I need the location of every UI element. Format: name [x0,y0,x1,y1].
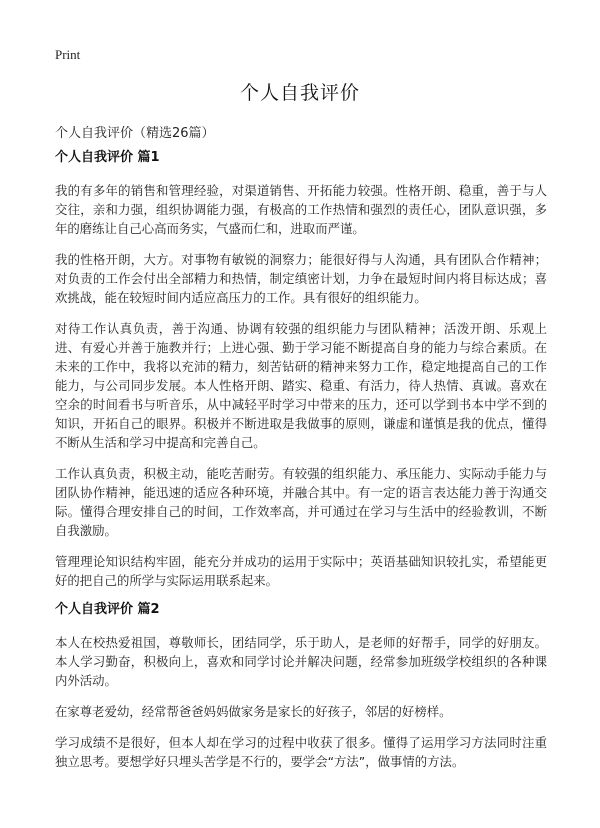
paragraph: 学习成绩不是很好，但本人却在学习的过程中收获了很多。懂得了运用学习方法同时注重独立思考。要想学好只埋头苦学是不行的，要学会“方法”，做事情的方法。 [55,735,547,769]
paragraph: 对待工作认真负责，善于沟通、协调有较强的组织能力与团队精神；活泼开朗、乐观上进、有爱心并善于施教并行；上进心强、勤于学习能不断提高自身的能力与综合素质。在未来的工作中，我将以充沛的精力，刻苦钻研的精神来努力工作，稳定地提高自己的工作能力，与公司同步发展。本人性格开朗、踏实、稳重、有活力，待人热情、真诚。喜欢在空余的时间看书与听音乐，从中减轻平时学习中带来的压力，还可以学到书本中学不到的知识，开拓自己的眼界。积极并不断进取是我做事的原则，谦虚和谨慎是我的优点，懂得不断从生活和学习中提高和完善自己。 [55,321,547,450]
section-heading-2: 个人自我评价 篇2 [55,602,160,617]
paragraph: 我的性格开朗，大方。对事物有敏锐的洞察力；能很好得与人沟通，具有团队合作精神；对负责的工作会付出全部精力和热情，制定缜密计划，力争在最短时间内将目标达成；喜欢挑战，能在较短时间内适应高压力的工作。具有很好的组织能力。 [55,252,547,305]
paragraph: 在家尊老爱幼，经常帮爸爸妈妈做家务是家长的好孩子，邻居的好榜样。 [55,704,452,719]
paragraph: 管理理论知识结构牢固，能充分并成功的运用于实际中；英语基础知识较扎实，希望能更好的把自己的所学与实际运用联系起来。 [55,554,547,588]
paragraph: 本人在校热爱祖国，尊敬师长，团结同学，乐于助人，是老师的好帮手，同学的好朋友。本人学习勤奋，积极向上，喜欢和同学讨论并解决问题，经常参加班级学校组织的各种课内外活动。 [55,635,547,688]
page-subtitle: 个人自我评价（精选26篇） [55,126,215,141]
paragraph: 我的有多年的销售和管理经验，对渠道销售、开拓能力较强。性格开朗、稳重，善于与人交往，亲和力强，组织协调能力强，有极高的工作热情和强烈的责任心，团队意识强，多年的磨练让自己心高而务实，气盛而仁和，进取而严谨。 [55,183,547,236]
page-title: 个人自我评价 [239,82,360,104]
paragraph: 工作认真负责，积极主动，能吃苦耐劳。有较强的组织能力、承压能力、实际动手能力与团队协作精神，能迅速的适应各种环境，并融合其中。有一定的语言表达能力善于沟通交际。懂得合理安排自己的时间，工作效率高，并可通过在学习与生活中的经验教训，不断自我激励。 [55,466,547,538]
section-heading-1: 个人自我评价 篇1 [55,150,160,165]
article-body [55,150,547,783]
print-link[interactable]: Print [55,47,81,62]
